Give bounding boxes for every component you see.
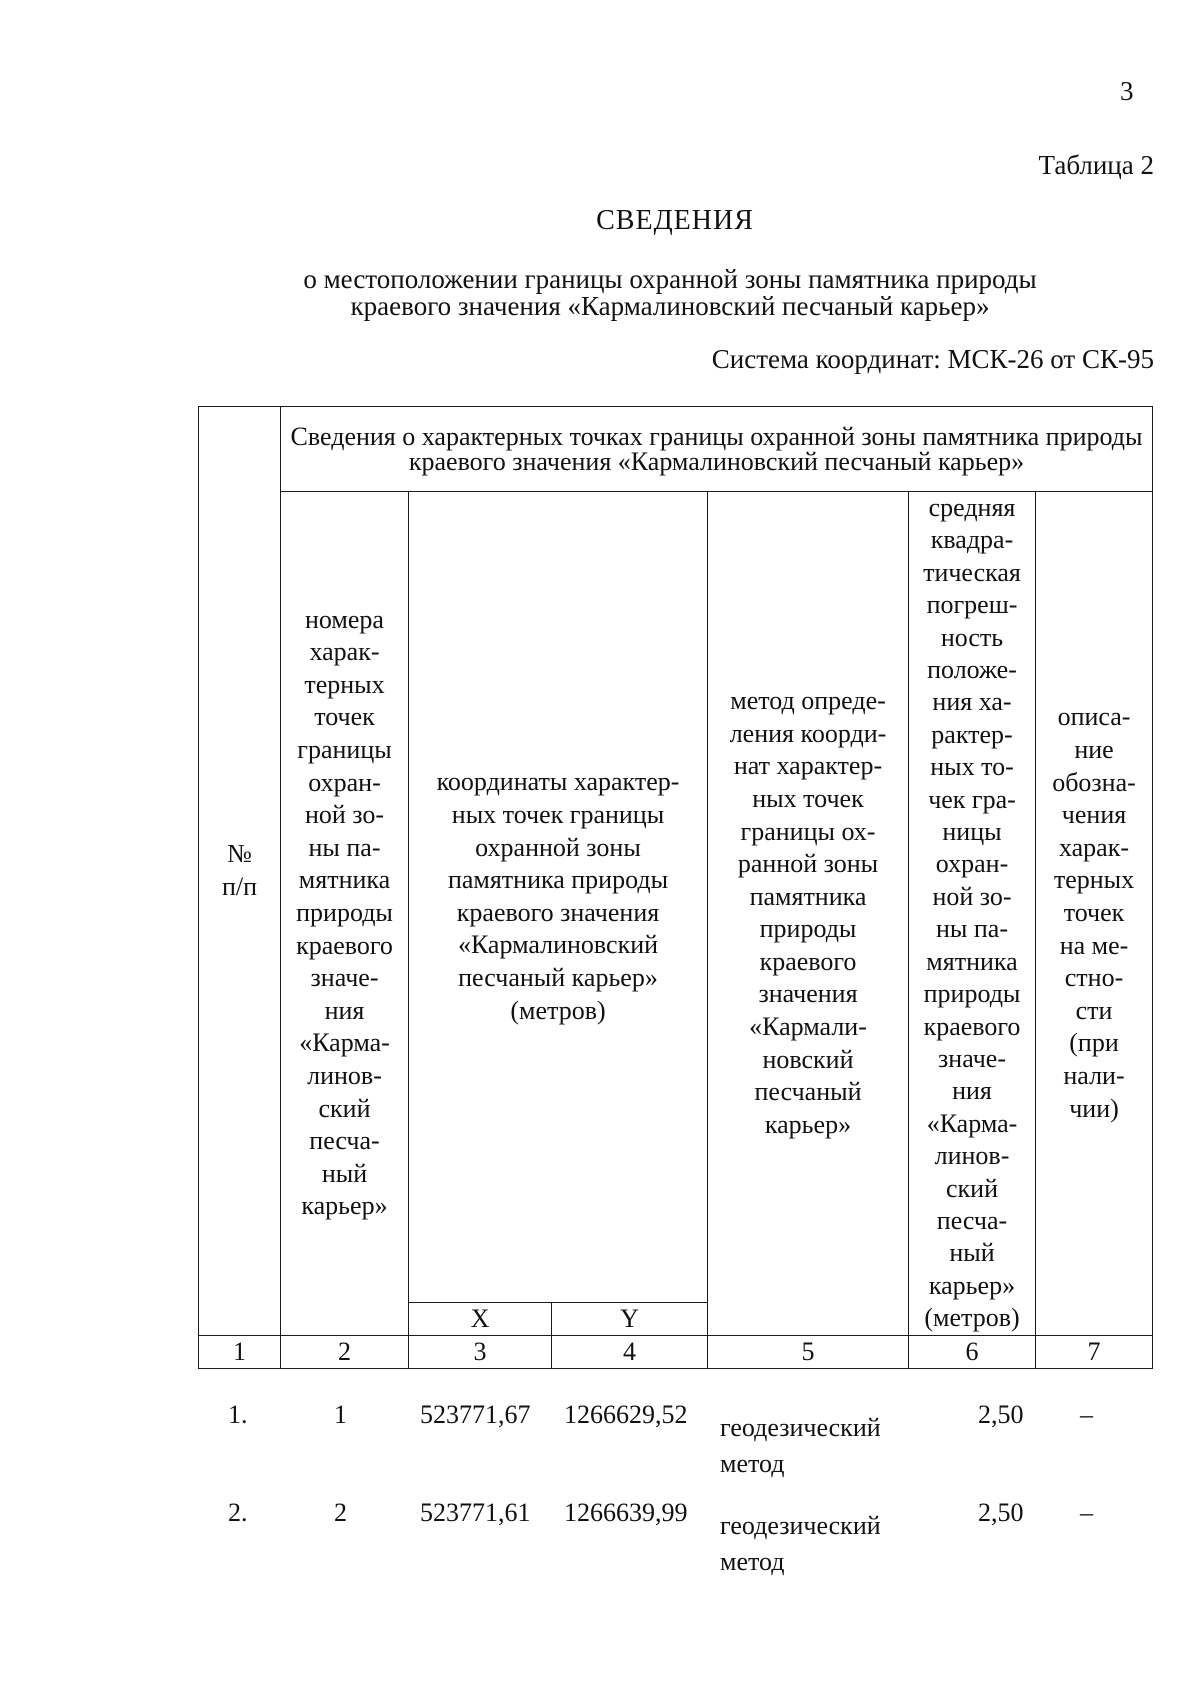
column-number: 4	[552, 1335, 708, 1368]
point-description: –	[1080, 1498, 1093, 1527]
subtitle-line-2: краевого значения «Кармалиновский песчаный карьер»	[350, 291, 990, 321]
column-number: 6	[909, 1335, 1036, 1368]
header-point-numbers: номера харак- терных точек границы охран- ной зо- ны па- мятника природы краевого значе- ния «Карма- линов- ский песча- ный карьер»	[281, 492, 409, 1336]
point-number: 1	[334, 1400, 347, 1429]
column-number: 1	[199, 1335, 281, 1368]
row-index: 1.	[228, 1400, 248, 1429]
header-coordinates: координаты характер- ных точек границы охранной зоны памятника природы краевого значения «Кармалиновский песчаный карьер» (метров)	[409, 492, 708, 1303]
header-description: описа- ние обозна- чения харак- терных точек на ме- стно- сти (при нали- чии)	[1036, 492, 1153, 1336]
coordinate-y: 1266639,99	[564, 1498, 688, 1527]
method: геодезический метод	[720, 1413, 881, 1478]
coordinate-x: 523771,61	[420, 1498, 531, 1527]
header-y: Y	[552, 1302, 708, 1335]
coordinate-system: Система координат: МСК-26 от СК-95	[711, 344, 1154, 374]
column-number-row	[199, 1335, 1153, 1368]
boundary-points-table-header	[198, 406, 1153, 1369]
header-method: метод опреде- ления коорди- нат характер- ных точек границы ох- ранной зоны памятника природы краевого значения «Кармали- новский песчаный карьер»	[708, 492, 909, 1336]
header-error: средняя квадра- тическая погреш- ность положе- ния ха- рактер- ных то- чек гра- ницы охран- ной зо- ны па- мятника природы краевого значе- ния «Карма- линов- ский песча- ный карьер» (метров)	[909, 492, 1036, 1336]
page-number: 3	[1120, 76, 1134, 106]
subtitle-line-1: о местоположении границы охранной зоны памятника природы	[303, 264, 1037, 294]
table-label: Таблица 2	[1038, 150, 1154, 180]
mean-square-error: 2,50	[978, 1400, 1024, 1429]
document-subtitle	[250, 266, 1090, 320]
coordinate-y: 1266629,52	[564, 1400, 688, 1429]
header-row-number: № п/п	[199, 407, 281, 1336]
row-index: 2.	[228, 1498, 248, 1527]
table-row	[198, 1498, 1152, 1596]
document-title: СВЕДЕНИЯ	[596, 205, 754, 236]
point-number: 2	[334, 1498, 347, 1527]
column-number: 2	[281, 1335, 409, 1368]
column-number: 3	[409, 1335, 552, 1368]
table-row	[198, 1400, 1152, 1498]
header-x: X	[409, 1302, 552, 1335]
column-number: 7	[1036, 1335, 1153, 1368]
table-body	[198, 1400, 1152, 1596]
column-number: 5	[708, 1335, 909, 1368]
coordinate-x: 523771,67	[420, 1400, 531, 1429]
method: геодезический метод	[720, 1511, 881, 1576]
header-span-title: Сведения о характерных точках границы охранной зоны памятника природы краевого значения «Кармалиновский песчаный карьер»	[281, 407, 1153, 492]
mean-square-error: 2,50	[978, 1498, 1024, 1527]
point-description: –	[1080, 1400, 1093, 1429]
